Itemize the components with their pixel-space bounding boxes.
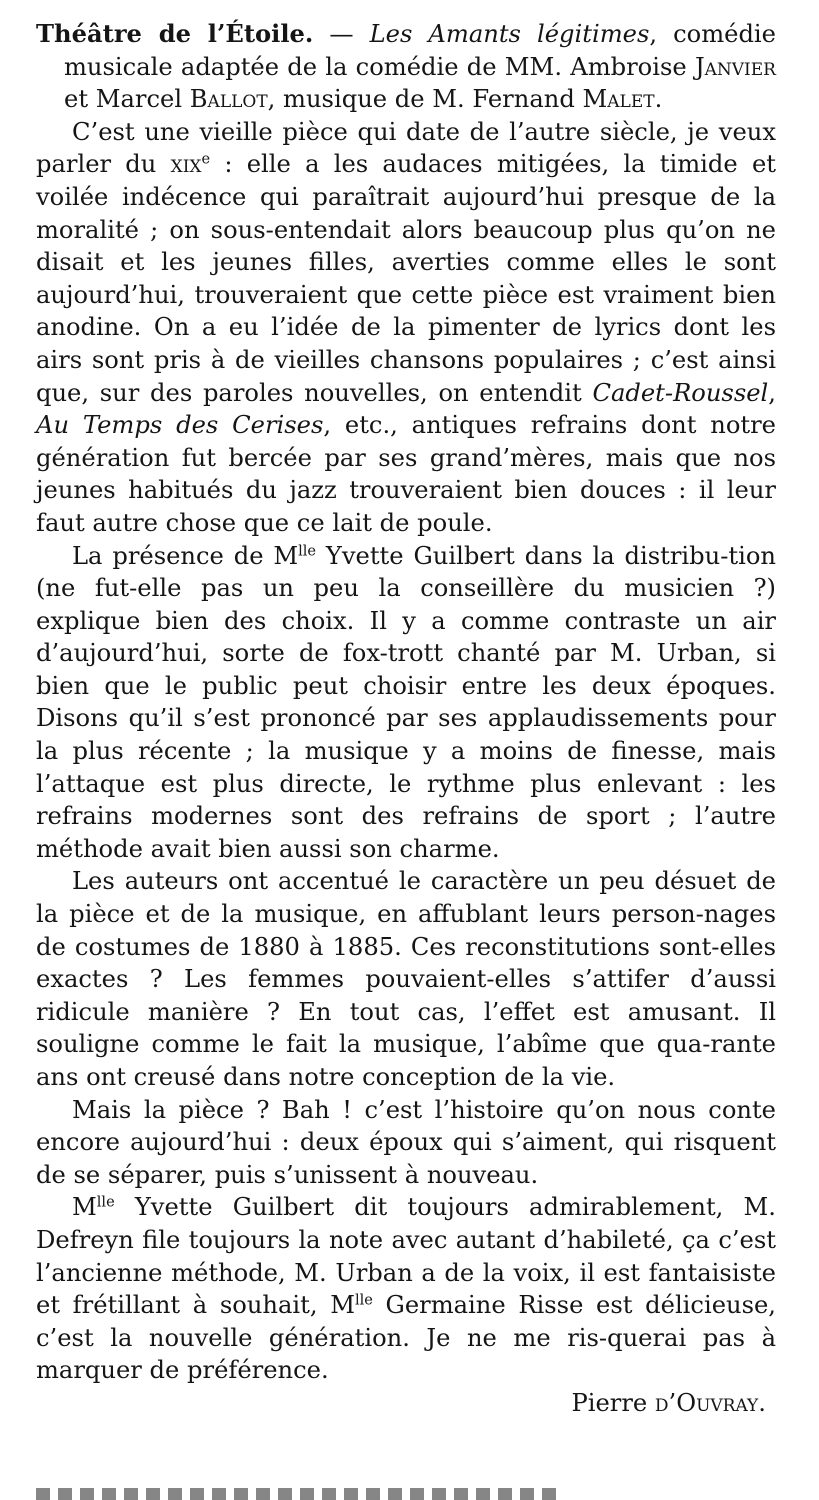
review-article (36, 18, 776, 1420)
header-desc-c: , musique de M. Fernand (267, 85, 583, 114)
review-header (36, 18, 776, 116)
mlle-superscript-1: lle (96, 1194, 115, 1211)
song-title-temps-des-cerises: Au Temps des Cerises (36, 411, 324, 440)
cropped-next-line (36, 1488, 556, 1500)
author-janvier: Janvier (694, 52, 776, 81)
venue-name: Théâtre de l’Étoile. (36, 19, 314, 48)
paragraph-3: Les auteurs ont accentué le caractère un peu désuet de la pièce et de la musique, en affublant leurs person-nages de costumes de 1880 à 1885. Ces reconstitutions sont-elles exactes ? Les femmes pouvaient-elles s’attifer d’aussi ridicule manière ? En tout cas, l’effet est amusant. Il souligne comme le fait la musique, l’abîme que qua-rante ans ont creusé dans notre conception de la vie. (36, 867, 776, 1091)
century-numeral: xix (170, 150, 202, 179)
paragraph-5-text-b: Yvette Guilbert dit toujours admirablement, M. Defreyn file toujours la note avec autant d’habileté, ça c’est l’ancienne méthode, M. Urban a de la voix, il est fantaisiste et frétillant à souhait, M (36, 1193, 776, 1320)
paragraph-2-text-b: Yvette Guilbert dans la distribu-tion (ne fut-elle pas un peu la conseillère du musicien ?) explique bien des choix. Il y a comme contraste un air d’aujourd’hui, sorte de fox-trott chanté par M. Urban, si bien que le public peut choisir entre les deux époques. Disons qu’il s’est prononcé par ses applaudissements pour la plus récente ; la musique y a moins de finesse, mais l’attaque est plus directe, le rythme plus enlevant : les refrains modernes sont des refrains de sport ; l’autre méthode avait bien aussi son charme. (36, 541, 776, 863)
paragraph-5-text-a: M (72, 1193, 97, 1222)
song-title-cadet-roussel: Cadet-Roussel (592, 378, 769, 407)
signature-last-name: d’Ouvray (654, 1388, 759, 1417)
signature-period: . (758, 1388, 766, 1417)
paragraph-5-text-c: Germaine Risse est délicieuse, c’est la nouvelle génération. Je ne me ris-querai pas à marquer de préférence. (36, 1291, 776, 1385)
paragraph-4: Mais la pièce ? Bah ! c’est l’histoire qu’on nous conte encore aujourd’hui : deux époux qui s’aiment, qui risquent de se séparer, puis s’unissent à nouveau. (36, 1095, 776, 1189)
song-separator: , (768, 378, 776, 407)
paragraph-1-text-c: , etc., antiques refrains dont notre génération fut bercée par ses grand’mères, mais que nos jeunes habitués du jazz trouveraient bien douces : il leur faut autre chose que ce lait de poule. (36, 411, 777, 537)
century-superscript: e (201, 151, 211, 168)
paragraph-2 (36, 540, 776, 866)
header-desc-d: . (654, 85, 663, 114)
paragraph-5 (36, 1191, 776, 1387)
paragraph-2-text-a: La présence de M (72, 541, 299, 570)
paragraph-1-text-b: : elle a les audaces mitigées, la timide et voilée indécence qui paraîtrait aujourd’hui presque de la moralité ; on sous-entendait alors beaucoup plus qu’on ne disait et les jeunes filles, averties comme elles le sont aujourd’hui, trouveraient que cette pièce est vraiment bien anodine. On a eu l’idée de la pimenter de lyrics dont les airs sont pris à de vieilles chansons populaires ; c’est ainsi que, sur des paroles nouvelles, on entendit (36, 150, 776, 407)
author-ballot: Ballot (189, 85, 268, 114)
paragraph-1-text-a: C’est une vieille pièce qui date de l’autre siècle, je veux parler du (36, 117, 776, 179)
header-dash: — (313, 20, 370, 48)
mlle-superscript: lle (298, 542, 317, 559)
mlle-superscript-2: lle (354, 1292, 373, 1309)
composer-malet: Malet (582, 85, 655, 114)
signature (36, 1387, 776, 1420)
play-title: Les Amants légitimes (369, 20, 650, 48)
header-desc-a: , comédie musicale adaptée de la comédie de MM. Ambroise (64, 20, 776, 81)
header-desc-b: et Marcel (64, 85, 190, 114)
paragraph-1 (36, 116, 776, 540)
signature-first-name: Pierre (571, 1388, 655, 1417)
